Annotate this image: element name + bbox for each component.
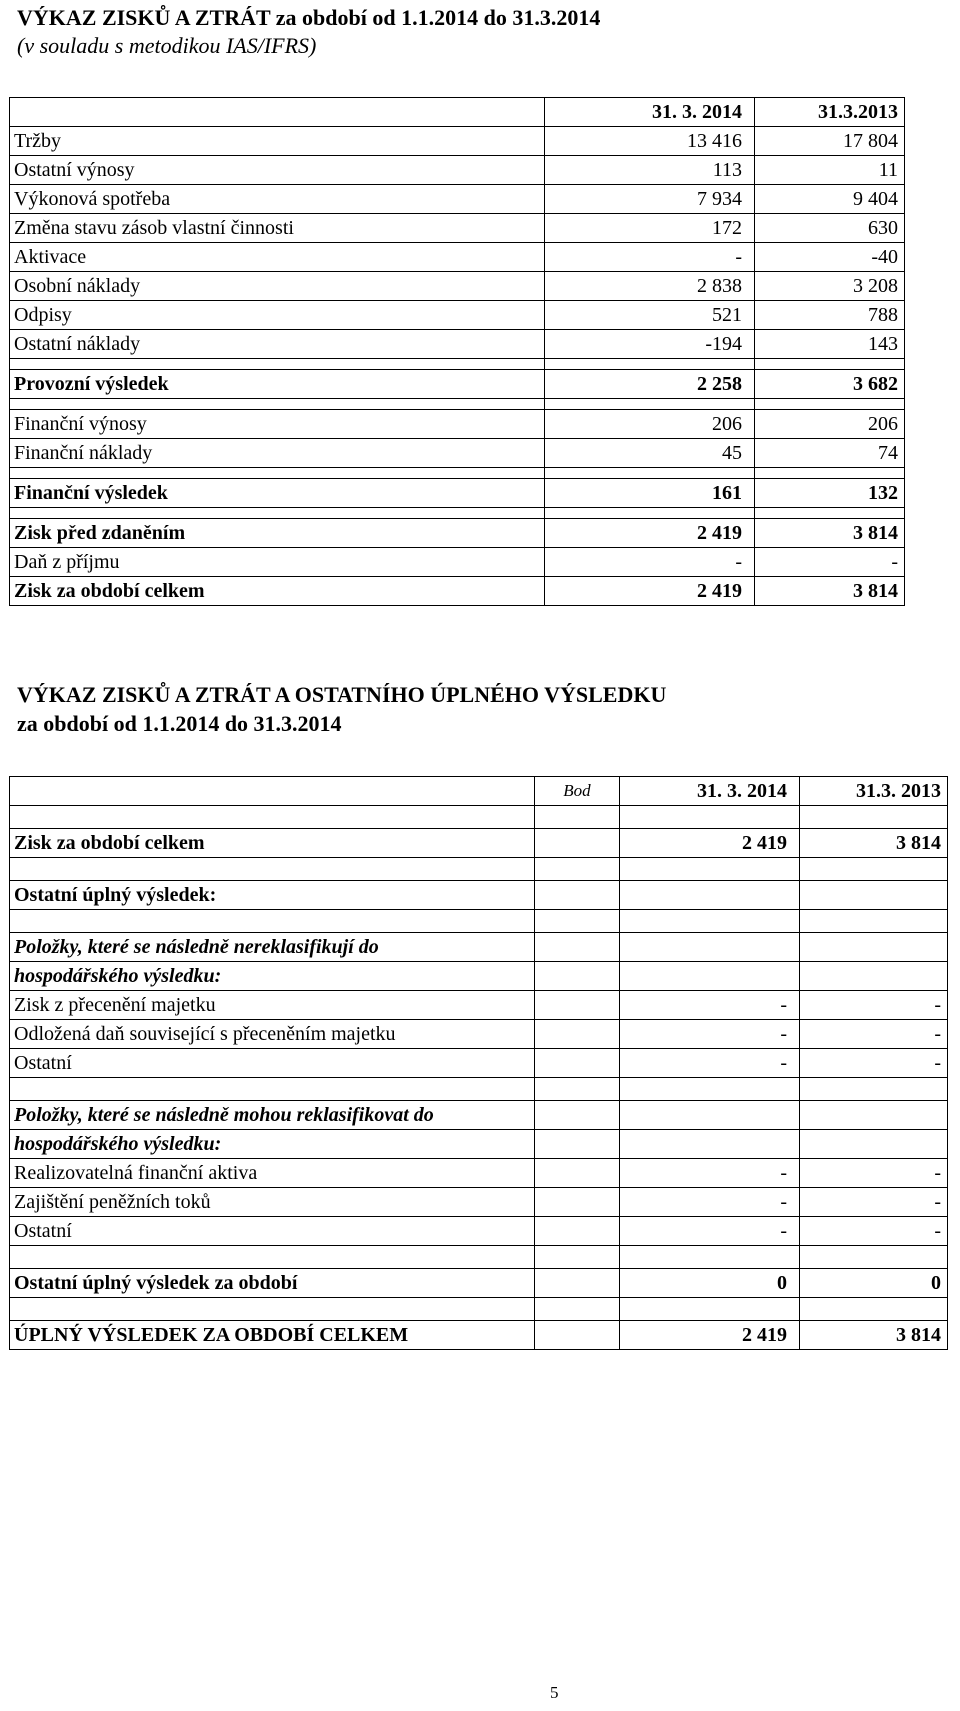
comprehensive-title: VÝKAZ ZISKŮ A ZTRÁT A OSTATNÍHO ÚPLNÉHO VÝSLEDKU xyxy=(17,682,667,707)
table-row: Ostatní výnosy 113 11 xyxy=(10,156,905,185)
table-row: Zisk za období celkem 2 419 3 814 xyxy=(10,829,948,858)
table-row: hospodářského výsledku: xyxy=(10,962,948,991)
col-header-bod: Bod xyxy=(535,777,620,806)
table-row: Finanční výnosy 206 206 xyxy=(10,410,905,439)
income-statement-table xyxy=(9,97,905,606)
table-row: Tržby 13 416 17 804 xyxy=(10,127,905,156)
table-row: Aktivace - -40 xyxy=(10,243,905,272)
table-row: Položky, které se následně mohou reklasifikovat do xyxy=(10,1101,948,1130)
table-row: Změna stavu zásob vlastní činnosti 172 630 xyxy=(10,214,905,243)
table-row: Finanční výsledek 161 132 xyxy=(10,479,905,508)
table-row: Výkonová spotřeba 7 934 9 404 xyxy=(10,185,905,214)
statement-subtitle: (v souladu s metodikou IAS/IFRS) xyxy=(17,33,317,58)
table-row: Odpisy 521 788 xyxy=(10,301,905,330)
col-header-2014: 31. 3. 2014 xyxy=(620,777,800,806)
table-row: Ostatní - - xyxy=(10,1049,948,1078)
table-row: Odložená daň související s přeceněním majetku - - xyxy=(10,1020,948,1049)
header-empty xyxy=(10,98,545,127)
table-row: Daň z příjmu - - xyxy=(10,548,905,577)
table-row: Zisk za období celkem 2 419 3 814 xyxy=(10,577,905,606)
col-header-2013: 31.3. 2013 xyxy=(800,777,948,806)
table-row: Ostatní - - xyxy=(10,1217,948,1246)
statement-title: VÝKAZ ZISKŮ A ZTRÁT za období od 1.1.2014 do 31.3.2014 xyxy=(17,5,601,30)
col-header-2014: 31. 3. 2014 xyxy=(545,98,755,127)
comprehensive-income-table xyxy=(9,776,948,1350)
table-row: Realizovatelná finanční aktiva - - xyxy=(10,1159,948,1188)
table-row: Provozní výsledek 2 258 3 682 xyxy=(10,370,905,399)
table-row: Ostatní úplný výsledek: xyxy=(10,881,948,910)
table-row: Finanční náklady 45 74 xyxy=(10,439,905,468)
table-row: Osobní náklady 2 838 3 208 xyxy=(10,272,905,301)
table-row: Zisk z přecenění majetku - - xyxy=(10,991,948,1020)
comprehensive-subtitle: za období od 1.1.2014 do 31.3.2014 xyxy=(17,711,342,736)
table-row: hospodářského výsledku: xyxy=(10,1130,948,1159)
table-row: ÚPLNÝ VÝSLEDEK ZA OBDOBÍ CELKEM 2 419 3 814 xyxy=(10,1321,948,1350)
table-row: Položky, které se následně nereklasifikují do xyxy=(10,933,948,962)
table-row: Ostatní náklady -194 143 xyxy=(10,330,905,359)
page-number: 5 xyxy=(550,1683,559,1702)
table-row: Zisk před zdaněním 2 419 3 814 xyxy=(10,519,905,548)
col-header-2013: 31.3.2013 xyxy=(755,98,905,127)
table-row: Ostatní úplný výsledek za období 0 0 xyxy=(10,1269,948,1298)
table-row: Zajištění peněžních toků - - xyxy=(10,1188,948,1217)
